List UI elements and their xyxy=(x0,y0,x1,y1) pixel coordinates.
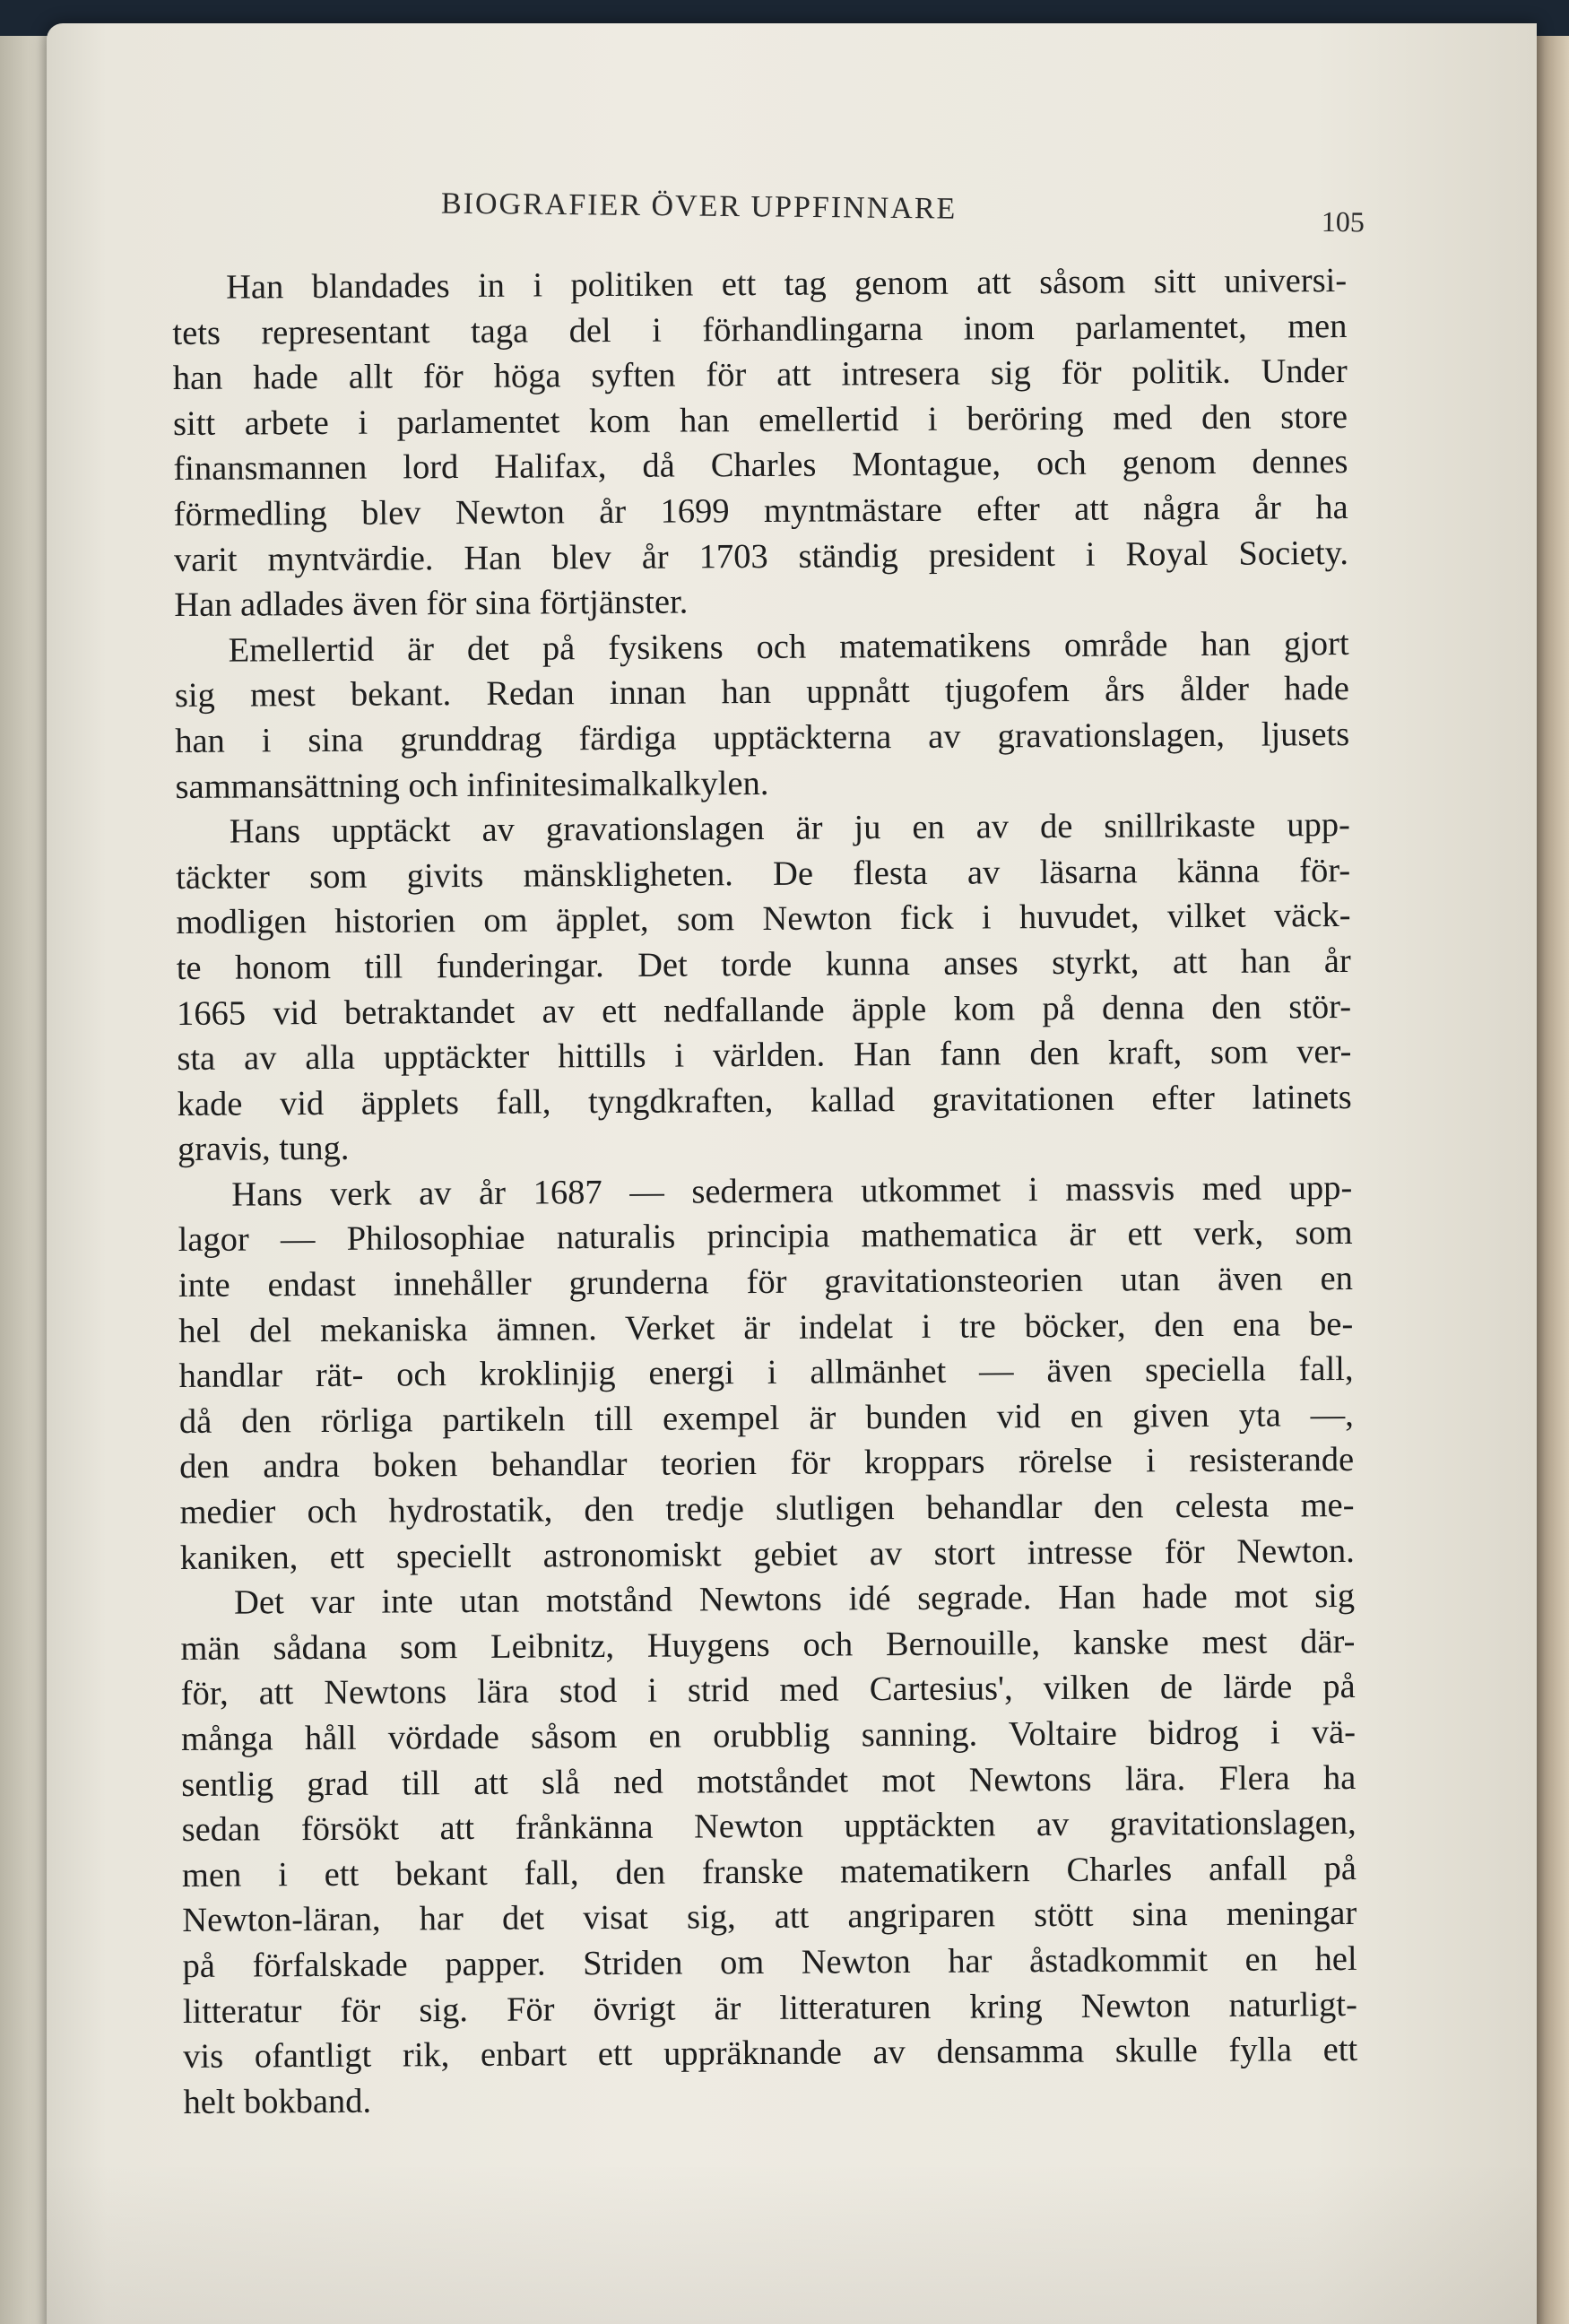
text-line: sitt arbete i parlamentet kom han emellertid i beröring med den store xyxy=(172,397,1348,443)
text-line: Hans verk av år 1687 — sedermera utkommet i massvis med upp- xyxy=(231,1168,1353,1214)
text-line: 1665 vid betraktandet av ett nedfallande äpple kom på denna den stör- xyxy=(176,987,1352,1033)
text-line: täckter som givits mänskligheten. De flesta av läsarna känna för- xyxy=(176,851,1351,897)
text-line: modligen historien om äpplet, som Newton fick i huvudet, vilket väck- xyxy=(176,897,1351,942)
text-line: han i sina grunddrag färdiga upptäckterna av gravationslagen, ljusets xyxy=(175,715,1350,760)
text-line: Han adlades även för sina förtjänster. xyxy=(174,583,689,625)
text-line: sig mest bekant. Redan innan han uppnått tjugofem års ålder hade xyxy=(174,670,1350,715)
text-line: många håll vördade såsom en orubblig sanning. Voltaire bidrog i vä- xyxy=(180,1713,1357,1758)
text-line: medier och hydrostatik, den tredje slutligen behandlar den celesta me- xyxy=(179,1487,1355,1532)
page-number: 105 xyxy=(1321,204,1365,238)
text-line: finansmannen lord Halifax, då Charles Montague, och genom dennes xyxy=(173,443,1348,489)
text-line: sammansättning och infinitesimalkalkylen. xyxy=(175,764,769,806)
text-line: gravis, tung. xyxy=(177,1130,350,1169)
text-line: Det var inte utan motstånd Newtons idé segrade. Han hade mot sig xyxy=(233,1577,1356,1622)
text-line: kaniken, ett speciellt astronomiskt gebiet av stort intresse för Newton. xyxy=(179,1531,1355,1577)
text-line: te honom till funderingar. Det torde kunna anses styrkt, att han år xyxy=(176,941,1351,987)
text-line: Han blandades in i politiken ett tag genom att såsom sitt universi- xyxy=(226,261,1348,307)
text-line: Hans upptäckt av gravationslagen är ju en av de snillrikaste upp- xyxy=(229,806,1350,851)
page-header xyxy=(441,169,1365,242)
text-line: handlar rät- och kroklinjig energi i allmänhet — även speciella fall, xyxy=(178,1350,1354,1396)
text-line: litteratur för sig. För övrigt är litteraturen kring Newton naturligt- xyxy=(182,1985,1358,2031)
text-line: sedan försökt att frånkänna Newton upptäckten av gravitationslagen, xyxy=(181,1804,1357,1850)
text-line: sentlig grad till att slå ned motståndet mot Newtons lära. Flera ha xyxy=(181,1758,1357,1804)
text-line: inte endast innehåller grunderna för gravitationsteorien utan även en xyxy=(178,1260,1354,1305)
running-title: BIOGRAFIER ÖVER UPPFINNARE xyxy=(440,186,958,226)
text-line: kade vid äpplets fall, tyngdkraften, kallad gravitationen efter latinets xyxy=(177,1078,1352,1123)
text-line: varit myntvärdie. Han blev år 1703 ständig president i Royal Society. xyxy=(173,533,1349,579)
text-line: tets representant taga del i förhandlingarna inom parlamentet, men xyxy=(172,307,1348,352)
text-line: den andra boken behandlar teorien för kroppars rörelse i resisterande xyxy=(179,1441,1355,1487)
text-line: förmedling blev Newton år 1699 myntmästare efter att några år ha xyxy=(173,488,1348,533)
text-line: hel del mekaniska ämnen. Verket är indelat i tre böcker, den ena be- xyxy=(178,1305,1354,1350)
text-line: män sådana som Leibnitz, Huygens och Bernouille, kanske mest där- xyxy=(180,1622,1356,1668)
text-line: lagor — Philosophiae naturalis principia mathematica är ett verk, som xyxy=(178,1214,1353,1260)
text-line: han hade allt för höga syften för att intresera sig för politik. Under xyxy=(172,352,1348,398)
text-line: men i ett bekant fall, den franske matematikern Charles anfall på xyxy=(181,1849,1357,1895)
text-line: Emellertid är det på fysikens och matematikens område han gjort xyxy=(228,624,1349,670)
page-body xyxy=(172,258,1358,2125)
book-page xyxy=(47,23,1537,2324)
text-line: då den rörliga partikeln till exempel är bunden vid en given yta —, xyxy=(178,1395,1354,1441)
text-line: sta av alla upptäckter hittills i världen. Han fann den kraft, som ver- xyxy=(177,1033,1352,1079)
text-line: helt bokband. xyxy=(183,2082,372,2121)
text-line: för, att Newtons lära stod i strid med Cartesius', vilken de lärde på xyxy=(180,1668,1356,1713)
text-line: Newton-läran, har det visat sig, att angriparen stött sina meningar xyxy=(182,1895,1357,1940)
text-line: på förfalskade papper. Striden om Newton har åstadkommit en hel xyxy=(182,1939,1357,1985)
text-line: vis ofantligt rik, enbart ett uppräknande av densamma skulle fylla ett xyxy=(183,2031,1358,2077)
